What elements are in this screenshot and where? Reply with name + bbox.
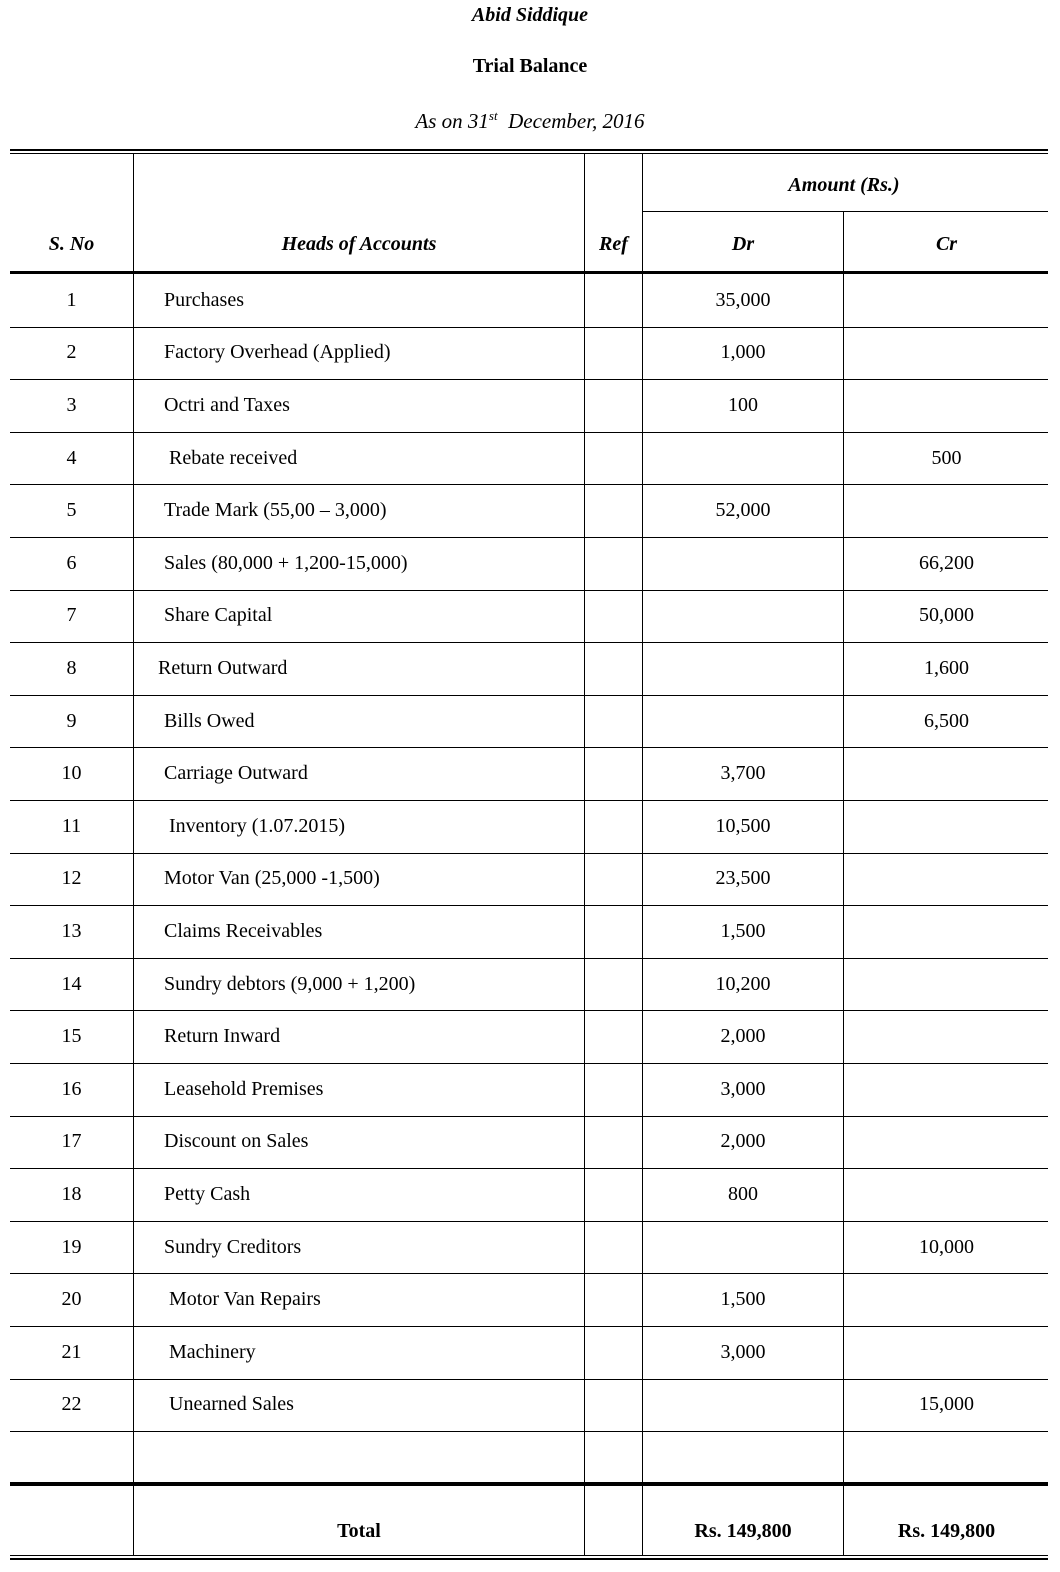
- row-sno: 12: [61, 867, 82, 890]
- row-head: Discount on Sales: [164, 1130, 309, 1153]
- row-cr: [845, 1010, 1048, 1063]
- row-ref: [585, 1379, 642, 1432]
- row-sno: 15: [61, 1025, 82, 1048]
- row-cr: 66,200: [919, 551, 974, 574]
- row-head: Octri and Taxes: [164, 393, 290, 416]
- row-sno: 4: [66, 446, 77, 469]
- row-cr: 500: [931, 446, 962, 469]
- row-dr: 23,500: [715, 867, 771, 890]
- row-head: Machinery: [169, 1340, 256, 1363]
- row-sno: 7: [66, 604, 77, 627]
- row-head: Return Outward: [158, 656, 288, 679]
- row-ref: [585, 800, 642, 853]
- row-cr: [845, 1063, 1048, 1116]
- column-header-ref: Ref: [599, 232, 628, 255]
- row-sno: 3: [66, 393, 77, 416]
- row-cr: [845, 274, 1048, 327]
- row-ref: [585, 327, 642, 380]
- row-cr: [845, 1326, 1048, 1379]
- row-cr: 15,000: [919, 1393, 974, 1416]
- date-superscript: st: [488, 108, 498, 123]
- total-sno: [10, 1490, 133, 1552]
- row-dr: [643, 590, 843, 643]
- row-dr: 10,200: [715, 972, 771, 995]
- row-sno: 19: [61, 1235, 82, 1258]
- row-ref: [585, 747, 642, 800]
- row-sno: 22: [61, 1393, 82, 1416]
- row-dr: 2,000: [720, 1130, 766, 1153]
- row-sno: 20: [61, 1288, 82, 1311]
- row-dr: 3,000: [720, 1340, 766, 1363]
- row-dr: [643, 1379, 843, 1432]
- row-dr: 3,000: [720, 1077, 766, 1100]
- row-sno: 2: [66, 341, 77, 364]
- row-divider: [10, 1431, 1048, 1432]
- row-ref: [585, 484, 642, 537]
- row-dr: [643, 1221, 843, 1274]
- row-sno: 13: [61, 919, 82, 942]
- row-ref: [585, 1273, 642, 1326]
- row-sno: 11: [61, 814, 82, 837]
- row-cr: [845, 958, 1048, 1011]
- row-head: Leasehold Premises: [164, 1077, 324, 1100]
- table-bottom-rule-outer: [10, 1558, 1048, 1560]
- column-header-sno: S. No: [48, 232, 95, 255]
- column-header-cr: Cr: [935, 232, 958, 255]
- row-ref: [585, 905, 642, 958]
- row-head: Sales (80,000 + 1,200-15,000): [164, 551, 408, 574]
- row-ref: [585, 1010, 642, 1063]
- row-head: Motor Van Repairs: [169, 1288, 321, 1311]
- row-sno: 21: [61, 1340, 82, 1363]
- company-name: Abid Siddique: [471, 4, 589, 26]
- table-top-rule-inner: [10, 153, 1048, 154]
- row-sno: 16: [61, 1077, 82, 1100]
- row-ref: [585, 379, 642, 432]
- row-cr: [845, 327, 1048, 380]
- row-head: Carriage Outward: [164, 762, 308, 785]
- row-ref: [585, 432, 642, 485]
- row-sno: 5: [66, 499, 77, 522]
- row-ref: [585, 1221, 642, 1274]
- row-sno: 6: [66, 551, 77, 574]
- row-head: Share Capital: [164, 604, 273, 627]
- row-sno: 17: [61, 1130, 82, 1153]
- row-dr: 100: [728, 393, 758, 416]
- row-dr: 10,500: [715, 814, 771, 837]
- row-sno: 10: [61, 762, 82, 785]
- row-cr: 1,600: [924, 656, 969, 679]
- total-label: Total: [337, 1519, 381, 1542]
- row-sno: 1: [66, 288, 77, 311]
- row-cr: [845, 1116, 1048, 1169]
- row-cr: [845, 747, 1048, 800]
- row-cr: [845, 484, 1048, 537]
- row-ref: [585, 537, 642, 590]
- row-dr: 52,000: [715, 499, 771, 522]
- row-head: Trade Mark (55,00 – 3,000): [164, 499, 387, 522]
- row-head: Return Inward: [164, 1025, 281, 1048]
- row-dr: 1,500: [720, 1288, 766, 1311]
- row-head: Sundry Creditors: [164, 1235, 302, 1258]
- row-head: Motor Van (25,000 -1,500): [164, 867, 380, 890]
- row-head: Unearned Sales: [169, 1393, 294, 1416]
- row-sno: 18: [61, 1182, 82, 1205]
- row-ref: [585, 642, 642, 695]
- row-head: Purchases: [164, 288, 244, 311]
- row-dr: 35,000: [715, 288, 771, 311]
- total-top-rule: [10, 1482, 1048, 1486]
- row-ref: [585, 274, 642, 327]
- row-ref: [585, 1063, 642, 1116]
- column-header-dr: Dr: [731, 232, 755, 255]
- row-head: Factory Overhead (Applied): [164, 341, 391, 364]
- row-ref: [585, 590, 642, 643]
- row-ref: [585, 1116, 642, 1169]
- row-sno: 9: [66, 709, 77, 732]
- row-sno: 14: [61, 972, 82, 995]
- row-head: Bills Owed: [164, 709, 255, 732]
- row-head: Rebate received: [169, 446, 298, 469]
- row-cr: [845, 905, 1048, 958]
- row-head: Sundry debtors (9,000 + 1,200): [164, 972, 416, 995]
- document-date: [0, 108, 1060, 134]
- row-head: Claims Receivables: [164, 919, 323, 942]
- row-cr: 10,000: [919, 1235, 974, 1258]
- row-cr: 50,000: [919, 604, 974, 627]
- row-head: Inventory (1.07.2015): [169, 814, 346, 837]
- table-bottom-rule-inner: [10, 1555, 1048, 1556]
- row-head: Petty Cash: [164, 1182, 251, 1205]
- row-cr: [845, 853, 1048, 906]
- row-dr: 1,000: [720, 341, 766, 364]
- document-title: Trial Balance: [472, 55, 588, 77]
- row-ref: [585, 958, 642, 1011]
- row-dr: [643, 642, 843, 695]
- total-dr: Rs. 149,800: [694, 1519, 792, 1542]
- date-prefix: As on 31: [415, 109, 489, 133]
- row-sno: 8: [66, 656, 77, 679]
- date-suffix: December, 2016: [508, 109, 645, 133]
- table-top-rule-outer: [10, 149, 1048, 151]
- row-cr: [845, 1168, 1048, 1221]
- row-dr: 3,700: [720, 762, 766, 785]
- row-dr: 2,000: [720, 1025, 766, 1048]
- row-cr: [845, 800, 1048, 853]
- amount-header-underline: [642, 211, 1048, 212]
- row-ref: [585, 1168, 642, 1221]
- column-divider: [843, 212, 844, 1556]
- row-cr: [845, 379, 1048, 432]
- column-header-heads: Heads of Accounts: [281, 232, 437, 255]
- row-dr: [643, 695, 843, 748]
- total-cr: Rs. 149,800: [897, 1519, 996, 1542]
- amount-header: Amount (Rs.): [788, 173, 900, 196]
- row-ref: [585, 695, 642, 748]
- row-dr: [643, 537, 843, 590]
- row-ref: [585, 853, 642, 906]
- row-dr: [643, 432, 843, 485]
- row-dr: 1,500: [720, 919, 766, 942]
- row-cr: [845, 1273, 1048, 1326]
- row-cr: 6,500: [924, 709, 969, 732]
- row-dr: 800: [728, 1182, 758, 1205]
- row-ref: [585, 1326, 642, 1379]
